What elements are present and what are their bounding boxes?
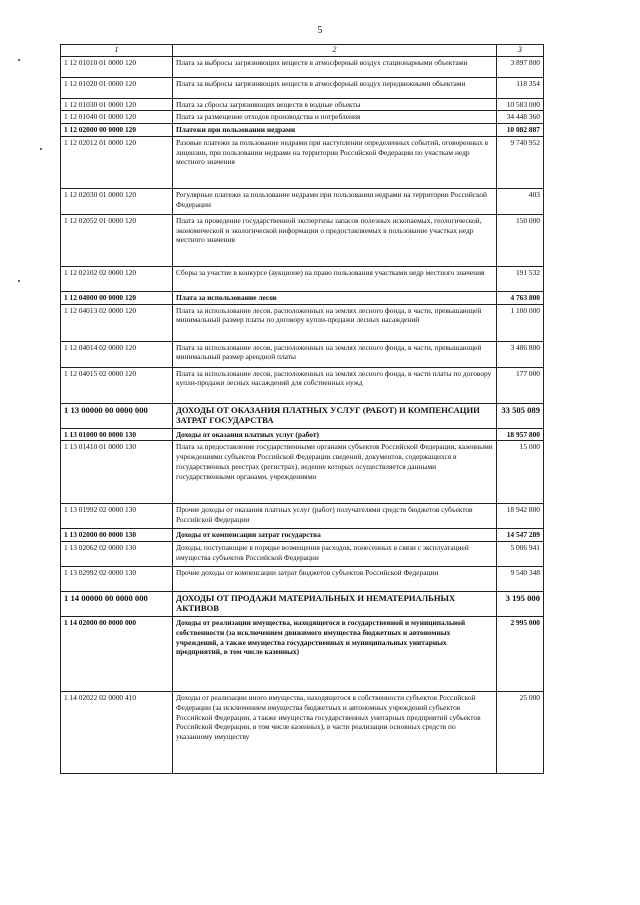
row-name: Плата за выбросы загрязняющих веществ в атмосферный воздух стационарными объектами <box>173 56 497 77</box>
table-row <box>61 98 544 111</box>
row-name: Доходы от реализации имущества, находящегося в государственной и муниципальной собственности (за исключением движимого имущества бюджетных и автономных учреждений, а также имущества государственных и муниципальных унитарных предприятий, в том числе казенных) <box>173 617 497 692</box>
table-row <box>61 214 544 266</box>
table-row <box>61 428 544 441</box>
table-row <box>61 77 544 98</box>
row-amount: 10 082 887 <box>497 124 544 137</box>
column-header-row <box>61 45 544 57</box>
table-row <box>61 341 544 367</box>
table-row <box>61 692 544 774</box>
table-row <box>61 304 544 341</box>
row-code: 1 12 02030 01 0000 120 <box>61 188 173 214</box>
row-code: 1 12 02052 01 0000 120 <box>61 214 173 266</box>
row-amount: 34 448 360 <box>497 111 544 124</box>
row-code: 1 13 01000 00 0000 130 <box>61 428 173 441</box>
row-amount: 1 100 000 <box>497 304 544 341</box>
row-amount: 18 957 800 <box>497 428 544 441</box>
row-amount: 15 000 <box>497 441 544 504</box>
row-amount: 3 195 000 <box>497 592 544 617</box>
row-code: 1 14 00000 00 0000 000 <box>61 592 173 617</box>
row-name: Доходы от компенсации затрат государства <box>173 529 497 542</box>
row-code: 1 12 04000 00 0000 120 <box>61 291 173 304</box>
row-name: Доходы от реализации иного имущества, находящегося в собственности субъектов Российской Федерации (за исключением имущества бюджетных и автономных учреждений субъектов Российской Федерации, а также имущества государственных унитарных предприятий субъектов Российской Федерации, в том числе казенных), в части реализации основных средств по указанному имуществу <box>173 692 497 774</box>
row-amount: 191 532 <box>497 266 544 291</box>
row-code: 1 13 01410 01 0000 130 <box>61 441 173 504</box>
row-code: 1 12 02000 00 0000 120 <box>61 124 173 137</box>
page-number: 5 <box>317 25 323 36</box>
row-code: 1 13 02992 02 0000 130 <box>61 567 173 592</box>
row-amount: 18 942 800 <box>497 504 544 529</box>
row-code: 1 12 01040 01 0000 120 <box>61 111 173 124</box>
revenue-table <box>60 44 544 774</box>
row-amount: 9 540 348 <box>497 567 544 592</box>
row-amount: 150 000 <box>497 214 544 266</box>
margin-mark <box>40 148 42 150</box>
row-name: Прочие доходы от компенсации затрат бюджетов субъектов Российской Федерации <box>173 567 497 592</box>
margin-mark <box>18 59 20 61</box>
row-amount: 5 006 941 <box>497 542 544 567</box>
row-name: Плата за использование лесов, расположенных на землях лесного фонда, в части платы по договору купли-продажи лесных насаждений для собственных нужд <box>173 367 497 403</box>
row-code: 1 13 00000 00 0000 000 <box>61 403 173 428</box>
table-row <box>61 403 544 428</box>
row-name: Прочие доходы от оказания платных услуг (работ) получателями средств бюджетов субъектов Российской Федерации <box>173 504 497 529</box>
row-name: Плата за размещение отходов производства и потребления <box>173 111 497 124</box>
row-code: 1 12 02012 01 0000 120 <box>61 136 173 188</box>
row-name: Плата за использование лесов, расположенных на землях лесного фонда, в части, превышающей минимальный размер арендной платы <box>173 341 497 367</box>
table-row <box>61 367 544 403</box>
column-header-code: 1 <box>61 45 173 57</box>
table-row <box>61 617 544 692</box>
row-name: Плата за выбросы загрязняющих веществ в атмосферный воздух передвижными объектами <box>173 77 497 98</box>
row-code: 1 14 02022 02 0000 410 <box>61 692 173 774</box>
margin-mark <box>18 280 20 282</box>
row-name: Платежи при пользовании недрами <box>173 124 497 137</box>
row-code: 1 13 02000 00 0000 130 <box>61 529 173 542</box>
row-name: Разовые платежи за пользование недрами при наступлении определенных событий, оговоренных в лицензии, при пользовании недрами на территории Российской Федерации по участкам недр местного значения <box>173 136 497 188</box>
column-header-name: 2 <box>173 45 497 57</box>
row-code: 1 14 02000 00 0000 000 <box>61 617 173 692</box>
row-name: Доходы, поступающие в порядке возмещения расходов, понесенных в связи с эксплуатацией имущества субъектов Российской Федерации <box>173 542 497 567</box>
table-row <box>61 529 544 542</box>
column-header-amount: 3 <box>497 45 544 57</box>
row-amount: 14 547 289 <box>497 529 544 542</box>
table-row <box>61 56 544 77</box>
row-code: 1 12 04013 02 0000 120 <box>61 304 173 341</box>
table-row <box>61 441 544 504</box>
table-row <box>61 592 544 617</box>
row-amount: 25 000 <box>497 692 544 774</box>
row-name: Сборы за участие в конкурсе (аукционе) на право пользования участками недр местного значения <box>173 266 497 291</box>
row-code: 1 12 04014 02 0000 120 <box>61 341 173 367</box>
row-code: 1 12 02102 02 0000 120 <box>61 266 173 291</box>
row-amount: 9 740 952 <box>497 136 544 188</box>
row-amount: 10 583 000 <box>497 98 544 111</box>
row-name: Регулярные платежи за пользование недрами при пользовании недрами на территории Российской Федерации <box>173 188 497 214</box>
row-code: 1 13 01992 02 0000 130 <box>61 504 173 529</box>
table-row <box>61 567 544 592</box>
row-name: ДОХОДЫ ОТ ПРОДАЖИ МАТЕРИАЛЬНЫХ И НЕМАТЕРИАЛЬНЫХ АКТИВОВ <box>173 592 497 617</box>
row-amount: 33 505 089 <box>497 403 544 428</box>
row-code: 1 12 01030 01 0000 120 <box>61 98 173 111</box>
table-row <box>61 504 544 529</box>
row-amount: 403 <box>497 188 544 214</box>
row-amount: 3 486 800 <box>497 341 544 367</box>
table-row <box>61 266 544 291</box>
table-row <box>61 188 544 214</box>
row-name: Доходы от оказания платных услуг (работ) <box>173 428 497 441</box>
row-code: 1 12 01020 01 0000 120 <box>61 77 173 98</box>
row-amount: 2 995 000 <box>497 617 544 692</box>
row-amount: 3 897 800 <box>497 56 544 77</box>
table-row <box>61 124 544 137</box>
table-row <box>61 291 544 304</box>
row-name: Плата за сбросы загрязняющих веществ в водные объекты <box>173 98 497 111</box>
row-name: Плата за использование лесов <box>173 291 497 304</box>
table-row <box>61 136 544 188</box>
row-name: Плата за проведение государственной экспертизы запасов полезных ископаемых, геологической, экономической и экологической информации о предоставляемых в пользование участках недр местного значения <box>173 214 497 266</box>
row-name: Плата за предоставление государственными органами субъектов Российской Федерации, казенными учреждениями субъектов Российской Федерации сведений, документов, содержащихся в государственных реестрах (регистрах), ведение которых осуществляется данными государственными органами, учреждениями <box>173 441 497 504</box>
table-row <box>61 542 544 567</box>
row-name: ДОХОДЫ ОТ ОКАЗАНИЯ ПЛАТНЫХ УСЛУГ (РАБОТ) И КОМПЕНСАЦИИ ЗАТРАТ ГОСУДАРСТВА <box>173 403 497 428</box>
row-name: Плата за использование лесов, расположенных на землях лесного фонда, в части, превышающей минимальный размер платы по договору купли-продажи лесных насаждений <box>173 304 497 341</box>
row-amount: 177 000 <box>497 367 544 403</box>
table-row <box>61 111 544 124</box>
row-code: 1 12 01010 01 0000 120 <box>61 56 173 77</box>
row-amount: 4 763 800 <box>497 291 544 304</box>
row-amount: 118 354 <box>497 77 544 98</box>
row-code: 1 12 04015 02 0000 120 <box>61 367 173 403</box>
row-code: 1 13 02062 02 0000 130 <box>61 542 173 567</box>
